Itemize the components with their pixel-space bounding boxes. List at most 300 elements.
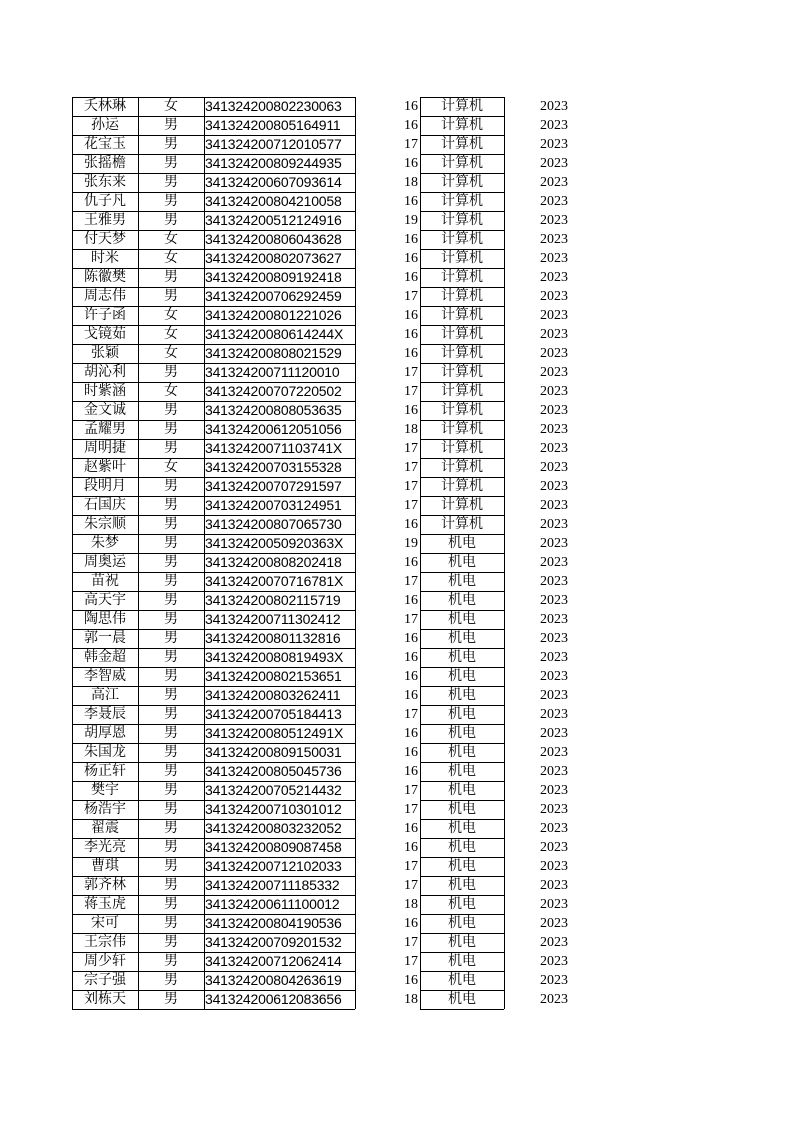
major-cell: 机电 bbox=[448, 915, 476, 931]
year-cell: 2023 bbox=[540, 384, 568, 399]
name-cell: 高江 bbox=[91, 687, 119, 703]
major-cell: 计算机 bbox=[441, 402, 483, 418]
major-cell: 机电 bbox=[448, 763, 476, 779]
name-cell: 时紫涵 bbox=[84, 383, 126, 399]
table-row bbox=[0, 610, 793, 629]
table-row bbox=[0, 401, 793, 420]
age-cell: 18 bbox=[404, 175, 418, 190]
name-cell: 周明捷 bbox=[84, 440, 126, 456]
year-cell: 2023 bbox=[540, 403, 568, 418]
gender-cell: 男 bbox=[164, 516, 178, 532]
year-cell: 2023 bbox=[540, 726, 568, 741]
id-number-cell: 341324200809150031 bbox=[205, 744, 342, 760]
age-cell: 16 bbox=[404, 631, 418, 646]
id-number-cell: 341324200805164911 bbox=[205, 117, 341, 133]
table-row bbox=[0, 971, 793, 990]
age-cell: 18 bbox=[404, 992, 418, 1007]
table-row bbox=[0, 762, 793, 781]
major-cell: 计算机 bbox=[441, 269, 483, 285]
table-row bbox=[0, 629, 793, 648]
gender-cell: 女 bbox=[164, 231, 178, 247]
table-row bbox=[0, 230, 793, 249]
year-cell: 2023 bbox=[540, 973, 568, 988]
id-number-cell: 341324200709201532 bbox=[205, 934, 342, 950]
id-number-cell: 341324200611100012 bbox=[205, 896, 340, 912]
year-cell: 2023 bbox=[540, 194, 568, 209]
name-cell: 时米 bbox=[91, 250, 119, 266]
id-number-cell: 341324200711120010 bbox=[205, 364, 340, 380]
major-cell: 计算机 bbox=[441, 155, 483, 171]
major-cell: 计算机 bbox=[441, 364, 483, 380]
major-cell: 机电 bbox=[448, 706, 476, 722]
gender-cell: 男 bbox=[164, 174, 178, 190]
major-cell: 机电 bbox=[448, 573, 476, 589]
name-cell: 刘栋天 bbox=[84, 991, 126, 1007]
table-row bbox=[0, 116, 793, 135]
name-cell: 朱梦 bbox=[91, 535, 119, 551]
age-cell: 16 bbox=[404, 973, 418, 988]
gender-cell: 男 bbox=[164, 725, 178, 741]
id-number-cell: 341324200711302412 bbox=[205, 611, 341, 627]
table-row bbox=[0, 838, 793, 857]
year-cell: 2023 bbox=[540, 441, 568, 456]
gender-cell: 男 bbox=[164, 820, 178, 836]
age-cell: 16 bbox=[404, 118, 418, 133]
gender-cell: 男 bbox=[164, 535, 178, 551]
table-row bbox=[0, 743, 793, 762]
gender-cell: 男 bbox=[164, 668, 178, 684]
id-number-cell: 34132420080512491X bbox=[205, 725, 344, 741]
year-cell: 2023 bbox=[540, 916, 568, 931]
year-cell: 2023 bbox=[540, 935, 568, 950]
gender-cell: 男 bbox=[164, 801, 178, 817]
age-cell: 16 bbox=[404, 194, 418, 209]
table-row bbox=[0, 439, 793, 458]
year-cell: 2023 bbox=[540, 289, 568, 304]
table-row bbox=[0, 895, 793, 914]
major-cell: 机电 bbox=[448, 554, 476, 570]
major-cell: 机电 bbox=[448, 820, 476, 836]
year-cell: 2023 bbox=[540, 517, 568, 532]
name-cell: 戈镜茹 bbox=[84, 326, 126, 342]
year-cell: 2023 bbox=[540, 479, 568, 494]
name-cell: 朱国龙 bbox=[84, 744, 126, 760]
major-cell: 机电 bbox=[448, 934, 476, 950]
gender-cell: 女 bbox=[164, 345, 178, 361]
gender-cell: 男 bbox=[164, 915, 178, 931]
id-number-cell: 341324200804190536 bbox=[205, 915, 342, 931]
gender-cell: 男 bbox=[164, 554, 178, 570]
table-row bbox=[0, 344, 793, 363]
name-cell: 翟震 bbox=[91, 820, 119, 836]
id-number-cell: 341324200808021529 bbox=[205, 345, 342, 361]
id-number-cell: 341324200712010577 bbox=[205, 136, 342, 152]
name-cell: 郭一晨 bbox=[84, 630, 126, 646]
major-cell: 机电 bbox=[448, 592, 476, 608]
name-cell: 陶思伟 bbox=[84, 611, 126, 627]
major-cell: 计算机 bbox=[441, 174, 483, 190]
table-row bbox=[0, 781, 793, 800]
year-cell: 2023 bbox=[540, 555, 568, 570]
table-row bbox=[0, 686, 793, 705]
year-cell: 2023 bbox=[540, 137, 568, 152]
year-cell: 2023 bbox=[540, 802, 568, 817]
id-number-cell: 341324200612083656 bbox=[205, 991, 342, 1007]
table-row bbox=[0, 173, 793, 192]
id-number-cell: 34132420080819493X bbox=[205, 649, 344, 665]
table-row bbox=[0, 325, 793, 344]
id-number-cell: 341324200703124951 bbox=[205, 497, 342, 513]
age-cell: 16 bbox=[404, 688, 418, 703]
gender-cell: 女 bbox=[164, 326, 178, 342]
age-cell: 16 bbox=[404, 232, 418, 247]
major-cell: 机电 bbox=[448, 630, 476, 646]
id-number-cell: 341324200801221026 bbox=[205, 307, 342, 323]
major-cell: 计算机 bbox=[441, 250, 483, 266]
id-number-cell: 341324200806043628 bbox=[205, 231, 342, 247]
age-cell: 17 bbox=[404, 574, 418, 589]
id-number-cell: 341324200802230063 bbox=[205, 98, 342, 114]
age-cell: 16 bbox=[404, 821, 418, 836]
id-number-cell: 341324200706292459 bbox=[205, 288, 342, 304]
major-cell: 计算机 bbox=[441, 117, 483, 133]
year-cell: 2023 bbox=[540, 745, 568, 760]
id-number-cell: 34132420071103741X bbox=[205, 440, 343, 456]
table-row bbox=[0, 648, 793, 667]
major-cell: 计算机 bbox=[441, 459, 483, 475]
year-cell: 2023 bbox=[540, 650, 568, 665]
name-cell: 赵紫叶 bbox=[84, 459, 126, 475]
name-cell: 张摇檐 bbox=[84, 155, 126, 171]
id-number-cell: 341324200809244935 bbox=[205, 155, 342, 171]
age-cell: 16 bbox=[404, 555, 418, 570]
age-cell: 17 bbox=[404, 859, 418, 874]
id-number-cell: 341324200707291597 bbox=[205, 478, 342, 494]
age-cell: 16 bbox=[404, 156, 418, 171]
year-cell: 2023 bbox=[540, 574, 568, 589]
major-cell: 机电 bbox=[448, 896, 476, 912]
year-cell: 2023 bbox=[540, 346, 568, 361]
table-row bbox=[0, 515, 793, 534]
age-cell: 16 bbox=[404, 669, 418, 684]
year-cell: 2023 bbox=[540, 878, 568, 893]
gender-cell: 男 bbox=[164, 744, 178, 760]
name-cell: 花宝玉 bbox=[84, 136, 126, 152]
gender-cell: 男 bbox=[164, 687, 178, 703]
age-cell: 17 bbox=[404, 802, 418, 817]
name-cell: 高天宇 bbox=[84, 592, 126, 608]
year-cell: 2023 bbox=[540, 498, 568, 513]
id-number-cell: 341324200711185332 bbox=[205, 877, 340, 893]
name-cell: 张东来 bbox=[84, 174, 126, 190]
major-cell: 机电 bbox=[448, 668, 476, 684]
gender-cell: 男 bbox=[164, 763, 178, 779]
year-cell: 2023 bbox=[540, 175, 568, 190]
major-cell: 计算机 bbox=[441, 98, 483, 114]
name-cell: 韩金超 bbox=[84, 649, 126, 665]
name-cell: 王宗伟 bbox=[84, 934, 126, 950]
table-row bbox=[0, 458, 793, 477]
year-cell: 2023 bbox=[540, 308, 568, 323]
major-cell: 计算机 bbox=[441, 307, 483, 323]
gender-cell: 男 bbox=[164, 402, 178, 418]
major-cell: 机电 bbox=[448, 782, 476, 798]
id-number-cell: 34132420080614244X bbox=[205, 326, 344, 342]
year-cell: 2023 bbox=[540, 593, 568, 608]
year-cell: 2023 bbox=[540, 232, 568, 247]
major-cell: 机电 bbox=[448, 991, 476, 1007]
gender-cell: 男 bbox=[164, 117, 178, 133]
name-cell: 郭齐林 bbox=[84, 877, 126, 893]
name-cell: 段明月 bbox=[84, 478, 126, 494]
age-cell: 17 bbox=[404, 384, 418, 399]
major-cell: 机电 bbox=[448, 858, 476, 874]
table-row bbox=[0, 97, 793, 116]
table-row bbox=[0, 591, 793, 610]
year-cell: 2023 bbox=[540, 631, 568, 646]
age-cell: 16 bbox=[404, 346, 418, 361]
year-cell: 2023 bbox=[540, 707, 568, 722]
year-cell: 2023 bbox=[540, 365, 568, 380]
table-row bbox=[0, 477, 793, 496]
table-row bbox=[0, 876, 793, 895]
gender-cell: 男 bbox=[164, 839, 178, 855]
year-cell: 2023 bbox=[540, 118, 568, 133]
major-cell: 机电 bbox=[448, 535, 476, 551]
name-cell: 朱宗顺 bbox=[84, 516, 126, 532]
table-row bbox=[0, 249, 793, 268]
age-cell: 16 bbox=[404, 650, 418, 665]
age-cell: 16 bbox=[404, 726, 418, 741]
year-cell: 2023 bbox=[540, 821, 568, 836]
age-cell: 19 bbox=[404, 213, 418, 228]
major-cell: 计算机 bbox=[441, 497, 483, 513]
year-cell: 2023 bbox=[540, 764, 568, 779]
gender-cell: 男 bbox=[164, 440, 178, 456]
name-cell: 李智威 bbox=[84, 668, 126, 684]
table-row bbox=[0, 211, 793, 230]
name-cell: 宗子强 bbox=[84, 972, 126, 988]
major-cell: 计算机 bbox=[441, 326, 483, 342]
gender-cell: 男 bbox=[164, 706, 178, 722]
name-cell: 孟耀男 bbox=[84, 421, 126, 437]
gender-cell: 男 bbox=[164, 896, 178, 912]
table-row bbox=[0, 192, 793, 211]
age-cell: 17 bbox=[404, 365, 418, 380]
age-cell: 16 bbox=[404, 745, 418, 760]
age-cell: 17 bbox=[404, 707, 418, 722]
name-cell: 付天梦 bbox=[84, 231, 126, 247]
id-number-cell: 341324200607093614 bbox=[205, 174, 342, 190]
table-row bbox=[0, 420, 793, 439]
name-cell: 周奥运 bbox=[84, 554, 126, 570]
table-row bbox=[0, 933, 793, 952]
name-cell: 仇子凡 bbox=[84, 193, 126, 209]
table-row bbox=[0, 705, 793, 724]
year-cell: 2023 bbox=[540, 156, 568, 171]
major-cell: 计算机 bbox=[441, 383, 483, 399]
name-cell: 李聂辰 bbox=[84, 706, 126, 722]
gender-cell: 男 bbox=[164, 212, 178, 228]
table-row bbox=[0, 382, 793, 401]
name-cell: 宋可 bbox=[91, 915, 119, 931]
gender-cell: 女 bbox=[164, 383, 178, 399]
gender-cell: 男 bbox=[164, 611, 178, 627]
id-number-cell: 341324200803262411 bbox=[205, 687, 341, 703]
table-row bbox=[0, 496, 793, 515]
name-cell: 金文诚 bbox=[84, 402, 126, 418]
age-cell: 17 bbox=[404, 289, 418, 304]
age-cell: 17 bbox=[404, 441, 418, 456]
major-cell: 机电 bbox=[448, 839, 476, 855]
name-cell: 孙运 bbox=[91, 117, 119, 133]
table-row bbox=[0, 990, 793, 1009]
year-cell: 2023 bbox=[540, 783, 568, 798]
age-cell: 16 bbox=[404, 308, 418, 323]
name-cell: 曹琪 bbox=[91, 858, 119, 874]
major-cell: 机电 bbox=[448, 725, 476, 741]
gender-cell: 男 bbox=[164, 573, 178, 589]
major-cell: 机电 bbox=[448, 972, 476, 988]
age-cell: 17 bbox=[404, 137, 418, 152]
year-cell: 2023 bbox=[540, 213, 568, 228]
major-cell: 机电 bbox=[448, 687, 476, 703]
year-cell: 2023 bbox=[540, 327, 568, 342]
age-cell: 16 bbox=[404, 251, 418, 266]
name-cell: 陈徽樊 bbox=[84, 269, 126, 285]
name-cell: 杨浩宇 bbox=[84, 801, 126, 817]
gender-cell: 男 bbox=[164, 858, 178, 874]
gender-cell: 男 bbox=[164, 193, 178, 209]
id-number-cell: 341324200804210058 bbox=[205, 193, 342, 209]
id-number-cell: 341324200707220502 bbox=[205, 383, 342, 399]
table-row bbox=[0, 819, 793, 838]
age-cell: 19 bbox=[404, 536, 418, 551]
table-row bbox=[0, 572, 793, 591]
major-cell: 计算机 bbox=[441, 193, 483, 209]
gender-cell: 男 bbox=[164, 649, 178, 665]
name-cell: 周少轩 bbox=[84, 953, 126, 969]
gender-cell: 男 bbox=[164, 136, 178, 152]
gender-cell: 女 bbox=[164, 98, 178, 114]
gender-cell: 男 bbox=[164, 782, 178, 798]
table-row bbox=[0, 667, 793, 686]
gender-cell: 男 bbox=[164, 288, 178, 304]
age-cell: 16 bbox=[404, 517, 418, 532]
age-cell: 17 bbox=[404, 498, 418, 513]
table-row bbox=[0, 800, 793, 819]
id-number-cell: 341324200804263619 bbox=[205, 972, 342, 988]
name-cell: 胡厚恩 bbox=[84, 725, 126, 741]
table-row bbox=[0, 135, 793, 154]
year-cell: 2023 bbox=[540, 536, 568, 551]
year-cell: 2023 bbox=[540, 669, 568, 684]
id-number-cell: 341324200809192418 bbox=[205, 269, 342, 285]
major-cell: 计算机 bbox=[441, 136, 483, 152]
gender-cell: 女 bbox=[164, 459, 178, 475]
gender-cell: 男 bbox=[164, 953, 178, 969]
major-cell: 机电 bbox=[448, 953, 476, 969]
id-number-cell: 34132420070716781X bbox=[205, 573, 344, 589]
age-cell: 17 bbox=[404, 479, 418, 494]
name-cell: 许子函 bbox=[84, 307, 126, 323]
id-number-cell: 341324200705184413 bbox=[205, 706, 342, 722]
gender-cell: 女 bbox=[164, 250, 178, 266]
year-cell: 2023 bbox=[540, 99, 568, 114]
table-row bbox=[0, 287, 793, 306]
id-number-cell: 341324200802115719 bbox=[205, 592, 341, 608]
id-number-cell: 341324200512124916 bbox=[205, 212, 342, 228]
year-cell: 2023 bbox=[540, 840, 568, 855]
year-cell: 2023 bbox=[540, 859, 568, 874]
age-cell: 17 bbox=[404, 460, 418, 475]
gender-cell: 男 bbox=[164, 991, 178, 1007]
major-cell: 机电 bbox=[448, 877, 476, 893]
table-row bbox=[0, 534, 793, 553]
year-cell: 2023 bbox=[540, 270, 568, 285]
id-number-cell: 341324200808053635 bbox=[205, 402, 342, 418]
id-number-cell: 341324200809087458 bbox=[205, 839, 342, 855]
age-cell: 17 bbox=[404, 783, 418, 798]
name-cell: 胡沁利 bbox=[84, 364, 126, 380]
name-cell: 蒋玉虎 bbox=[84, 896, 126, 912]
year-cell: 2023 bbox=[540, 612, 568, 627]
age-cell: 16 bbox=[404, 840, 418, 855]
id-number-cell: 341324200705214432 bbox=[205, 782, 342, 798]
table-row bbox=[0, 952, 793, 971]
age-cell: 16 bbox=[404, 403, 418, 418]
id-number-cell: 341324200807065730 bbox=[205, 516, 342, 532]
table-row bbox=[0, 268, 793, 287]
year-cell: 2023 bbox=[540, 251, 568, 266]
table-row bbox=[0, 724, 793, 743]
id-number-cell: 341324200802073627 bbox=[205, 250, 342, 266]
id-number-cell: 341324200712102033 bbox=[205, 858, 342, 874]
age-cell: 17 bbox=[404, 935, 418, 950]
age-cell: 16 bbox=[404, 99, 418, 114]
year-cell: 2023 bbox=[540, 460, 568, 475]
major-cell: 机电 bbox=[448, 649, 476, 665]
age-cell: 16 bbox=[404, 593, 418, 608]
gender-cell: 男 bbox=[164, 497, 178, 513]
major-cell: 机电 bbox=[448, 801, 476, 817]
table-row bbox=[0, 857, 793, 876]
age-cell: 16 bbox=[404, 270, 418, 285]
id-number-cell: 341324200703155328 bbox=[205, 459, 342, 475]
name-cell: 周志伟 bbox=[84, 288, 126, 304]
gender-cell: 男 bbox=[164, 934, 178, 950]
gender-cell: 男 bbox=[164, 155, 178, 171]
id-number-cell: 341324200803232052 bbox=[205, 820, 342, 836]
gender-cell: 男 bbox=[164, 630, 178, 646]
major-cell: 计算机 bbox=[441, 212, 483, 228]
id-number-cell: 341324200808202418 bbox=[205, 554, 342, 570]
table-row bbox=[0, 553, 793, 572]
name-cell: 李光亮 bbox=[84, 839, 126, 855]
id-number-cell: 341324200710301012 bbox=[205, 801, 342, 817]
age-cell: 18 bbox=[404, 422, 418, 437]
table-row bbox=[0, 914, 793, 933]
year-cell: 2023 bbox=[540, 897, 568, 912]
gender-cell: 男 bbox=[164, 478, 178, 494]
name-cell: 樊宇 bbox=[91, 782, 119, 798]
major-cell: 计算机 bbox=[441, 288, 483, 304]
year-cell: 2023 bbox=[540, 954, 568, 969]
name-cell: 夭林琳 bbox=[84, 98, 126, 114]
major-cell: 计算机 bbox=[441, 516, 483, 532]
year-cell: 2023 bbox=[540, 688, 568, 703]
id-number-cell: 341324200712062414 bbox=[205, 953, 342, 969]
